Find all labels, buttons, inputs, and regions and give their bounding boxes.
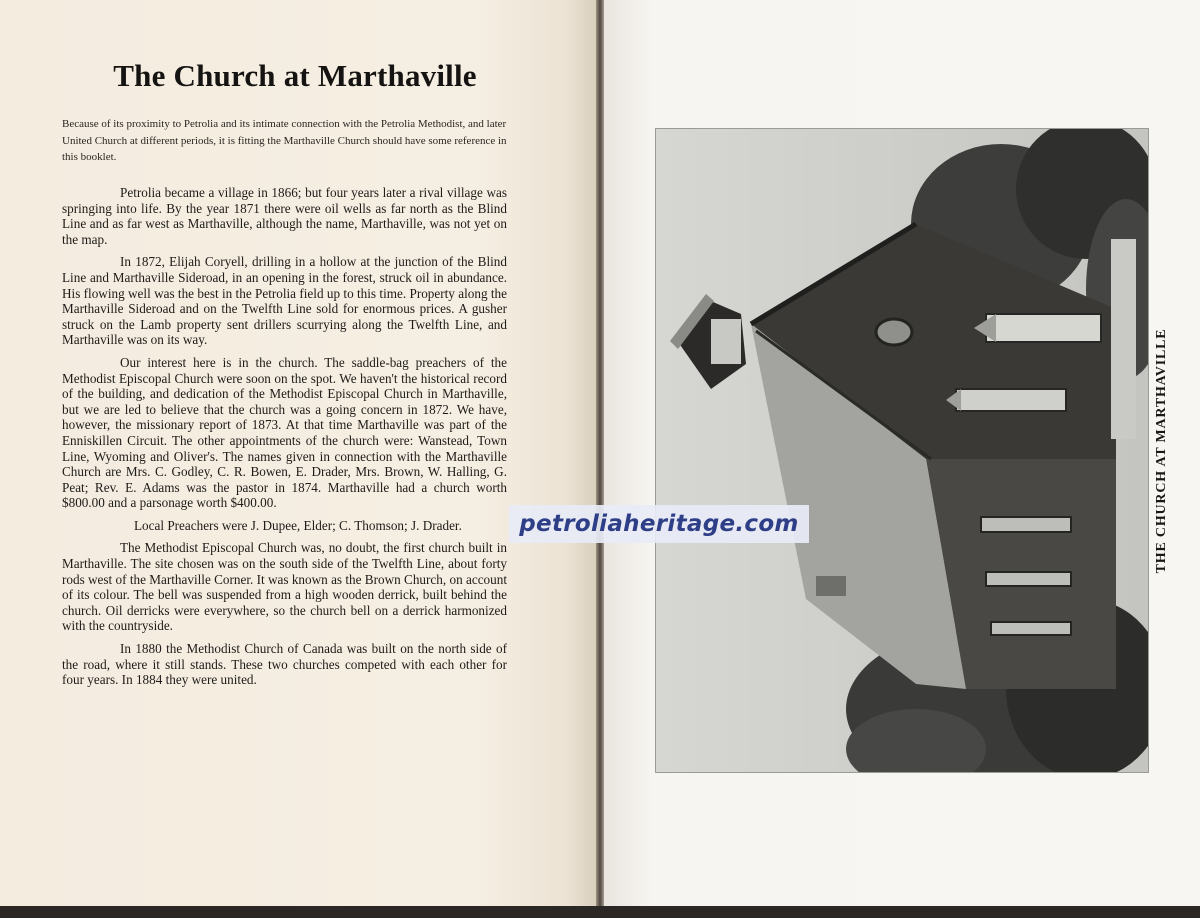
paragraph-2: In 1872, Elijah Coryell, drilling in a hollow at the junction of the Blind Line and Marthaville Sideroad, in an opening in the forest, struck oil in abundance. His flowing well was the best in the Petrolia field up to this time. Property along the Marthaville Sideroad and on the Twelfth Line sold for enormous prices. A gusher struck on the Lamb property sent drillers scurrying along the Twelfth Line, and Marthaville was on its way. [62,254,507,348]
paragraph-3: Our interest here is in the church. The saddle-bag preachers of the Methodist Episcopal Church were soon on the spot. We haven't the historical record of the building, and dedication of the Methodist Episcopal Church in Marthaville, but we are led to believe that the church was a going concern in 1872. We have, however, the missionary report of 1873. At that time Marthaville was part of the Enniskillen Circuit. The other appointments of the church were: Wanstead, Town Line, Wyoming and Oliver's. The names given in connection with the Marthaville Church are Mrs. C. Godley, C. R. Bowen, E. Drader, Mrs. Brown, W. Halling, G. Peat; Rev. E. Adams was the pastor in 1874. Marthaville had a church worth $800.00 and a parsonage worth $400.00. [62,354,507,511]
bottom-edge [0,906,1200,918]
paragraph-6: In 1880 the Methodist Church of Canada was built on the north side of the road, where it still stands. These two churches competed with each other for four years. In 1884 they were united. [62,641,507,688]
photo-caption: THE CHURCH AT MARTHAVILLE [1154,328,1169,574]
paragraph-5: The Methodist Episcopal Church was, no doubt, the first church built in Marthaville. The site chosen was on the south side of the Twelfth Line, about forty rods west of the Marthaville Corner. It was known as the Brown Church, on account of its colour. The bell was suspended from a high wooden derrick, built behind the church. Oil derricks were everywhere, so the church bell on a derrick harmonized with the countryside. [62,540,507,634]
paragraph-1: Petrolia became a village in 1866; but four years later a rival village was springing into life. By the year 1871 there were oil wells as far north as the Blind Line and as far west as Marthaville, although the name, Marthaville, was not yet on the map. [62,185,507,247]
paragraph-4: Local Preachers were J. Dupee, Elder; C. Thomson; J. Drader. [134,517,462,533]
article-body [62,185,507,695]
watermark-logo: petroliaheritage.com [509,505,809,543]
page-title: The Church at Marthaville [113,58,477,93]
intro-text: Because of its proximity to Petrolia and its intimate connection with the Petrolia Methodist, and later United Church at different periods, it is fitting the Marthaville Church should have some reference in this booklet. [62,118,507,163]
book-gutter [596,0,604,918]
church-photo [655,128,1149,773]
church-photo-drawing [656,129,1148,772]
